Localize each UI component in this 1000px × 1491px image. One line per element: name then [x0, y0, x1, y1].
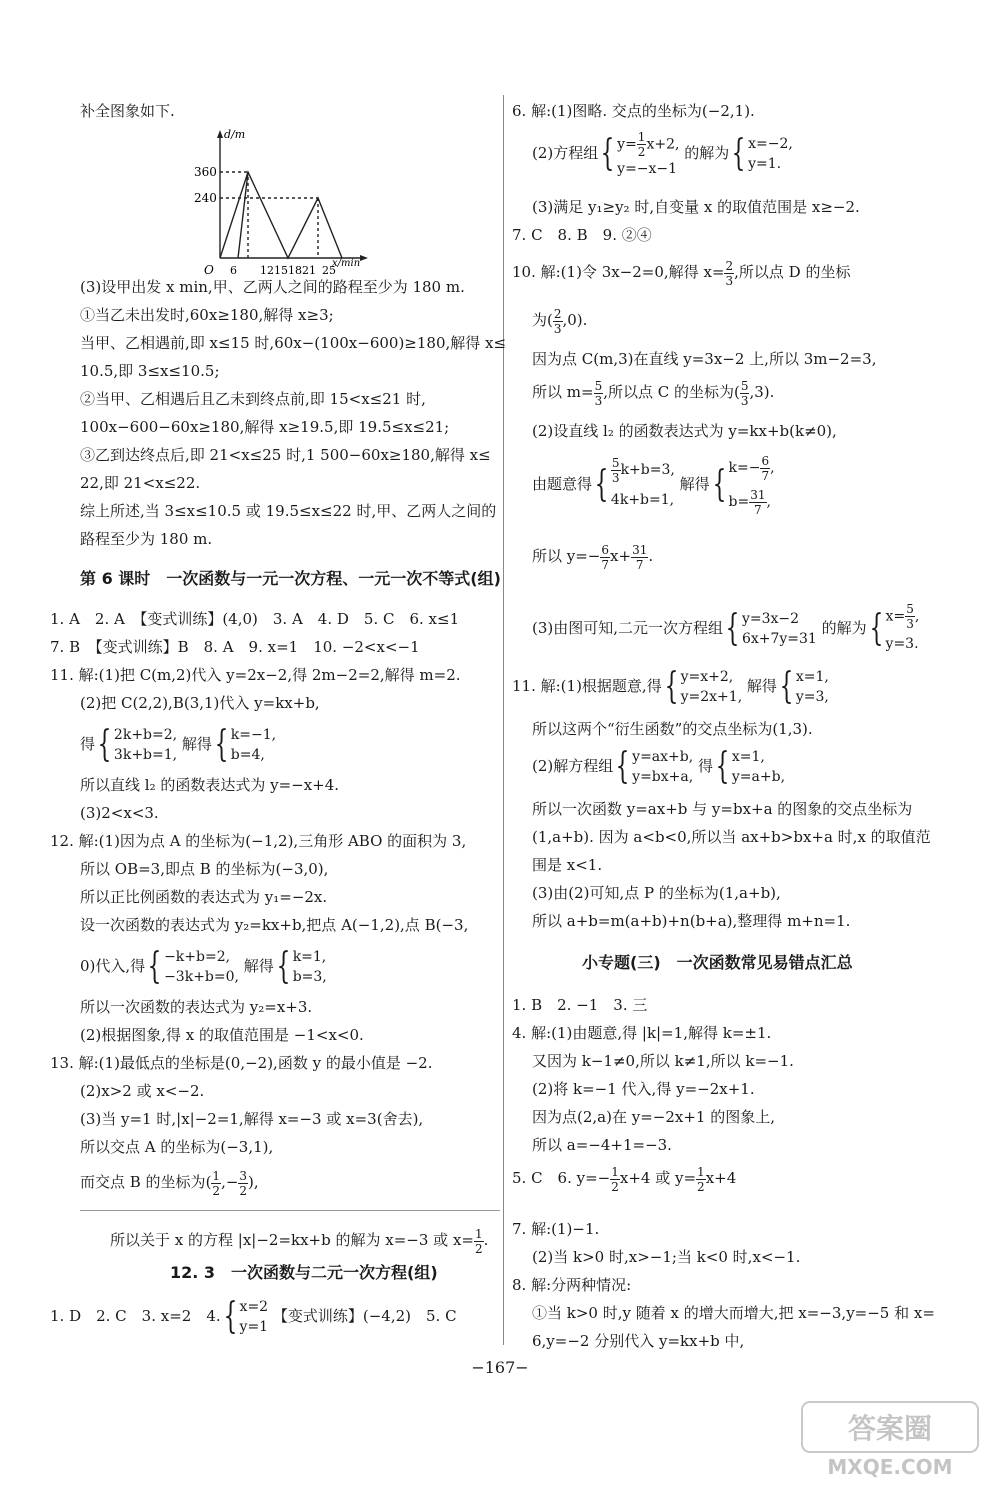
- answer-line: 4. 解:(1)由题意,得 |k|=1,解得 k=±1.: [512, 1024, 772, 1042]
- text-line: (3)设甲出发 x min,甲、乙两人之间的路程至少为 180 m.: [80, 278, 465, 296]
- origin-label: O: [204, 263, 214, 277]
- answer-line: (3)当 y=1 时,|x|−2=1,解得 x=−3 或 x=3(舍去),: [80, 1110, 424, 1128]
- equation-system: (3)由图可知,二元一次方程组{ y=3x−2 6x+7y=31 的解为{ x= $\frac{5}{3}$ , y=3.: [532, 601, 920, 652]
- answer-line: 为( $\frac{2}{3}$ ,0).: [532, 306, 588, 336]
- equation-system: 由题意得{ $\frac{5}{3}$ k+b=3, 4k+b=1, 解得{ k=− $\frac{6}{7}$ , b= $\frac{31}{7}$ ,: [532, 453, 775, 517]
- equation-system: 11. 解:(1)根据题意,得{ y=x+2, y=2x+1, 解得{ x=1, y=3,: [512, 666, 829, 707]
- text-line: ②当甲、乙相遇后且乙未到终点前,即 15<x≤21 时,: [80, 390, 426, 408]
- answer-line: 所以 OB=3,即点 B 的坐标为(−3,0),: [80, 860, 329, 878]
- graph-line: [220, 172, 342, 258]
- answer-line: 所以 y=− $\frac{6}{7}$ x+ $\frac{31}{7}$ .: [532, 542, 654, 572]
- text-line: 补全图象如下.: [80, 102, 175, 120]
- answer-line: 又因为 k−1≠0,所以 k≠1,所以 k=−1.: [532, 1052, 794, 1070]
- answer-line: 所以正比例函数的表达式为 y₁=−2x.: [80, 888, 328, 906]
- y-tick-label: 240: [194, 191, 217, 205]
- text-line: 路程至少为 180 m.: [80, 530, 213, 548]
- answer-line: (2)把 C(2,2),B(3,1)代入 y=kx+b,: [80, 694, 320, 712]
- answer-line: 6. 解:(1)图略. 交点的坐标为(−2,1).: [512, 102, 755, 120]
- answer-line: (2)将 k=−1 代入,得 y=−2x+1.: [532, 1080, 755, 1098]
- text-line: ①当乙未出发时,60x≥180,解得 x≥3;: [80, 306, 334, 324]
- x-arrow-icon: [360, 255, 368, 261]
- graph-line-b: [238, 172, 248, 258]
- answer-line: 7. C 8. B 9. ②④: [512, 226, 652, 244]
- answer-line: (2)当 k>0 时,x>−1;当 k<0 时,x<−1.: [532, 1248, 801, 1266]
- answer-line: 8. 解:分两种情况:: [512, 1276, 632, 1294]
- equation-system: 0)代入,得{ −k+b=2, −3k+b=0, 解得{ k=1, b=3,: [80, 946, 327, 987]
- answer-line: (1,a+b). 因为 a<b<0,所以当 ax+b>bx+a 时,x 的取值范: [532, 828, 931, 846]
- y-arrow-icon: [217, 130, 223, 138]
- answer-line: 1. A 2. A 【变式训练】(4,0) 3. A 4. D 5. C 6. x≤1: [50, 610, 460, 628]
- text-line: 当甲、乙相遇前,即 x≤15 时,60x−(100x−600)≥180,解得 x≤: [80, 334, 507, 352]
- text-line: 10.5,即 3≤x≤10.5;: [80, 362, 220, 380]
- answer-line: (3)满足 y₁≥y₂ 时,自变量 x 的取值范围是 x≥−2.: [532, 198, 860, 216]
- answer-line: 所以 a+b=m(a+b)+n(b+a),整理得 m+n=1.: [532, 912, 851, 930]
- answer-line: 所以交点 A 的坐标为(−3,1),: [80, 1138, 274, 1156]
- answer-line: 12. 解:(1)因为点 A 的坐标为(−1,2),三角形 ABO 的面积为 3,: [50, 832, 467, 850]
- watermark-logo: [800, 1400, 980, 1480]
- answer-line: 因为点(2,a)在 y=−2x+1 的图象上,: [532, 1108, 775, 1126]
- equation-system: (2)方程组{ y= $\frac{1}{2}$ x+2, y=−x−1 的解为{ x=−2, y=1.: [532, 129, 793, 177]
- y-axis-label: d/m: [224, 128, 246, 141]
- answer-line: (2)根据图象,得 x 的取值范围是 −1<x<0.: [80, 1026, 364, 1044]
- page-number: −167−: [471, 1358, 529, 1377]
- answer-line: 而交点 B 的坐标为( $\frac{1}{2}$ ,− $\frac{3}{2}$ ),: [80, 1168, 259, 1198]
- x-tick-label: 25: [322, 264, 336, 277]
- answer-line: 设一次函数的表达式为 y₂=kx+b,把点 A(−1,2),点 B(−3,: [80, 916, 469, 934]
- answer-line: 6,y=−2 分别代入 y=kx+b 中,: [532, 1332, 745, 1350]
- x-tick-label: 6: [230, 264, 237, 277]
- answer-line: (3)由(2)可知,点 P 的坐标为(1,a+b),: [532, 884, 781, 902]
- answer-line: 所以 a=−4+1=−3.: [532, 1136, 672, 1154]
- text-line: 100x−600−60x≥180,解得 x≥19.5,即 19.5≤x≤21;: [80, 418, 450, 436]
- answer-line: ①当 k>0 时,y 随着 x 的增大而增大,把 x=−3,y=−5 和 x=: [532, 1304, 935, 1322]
- text-line: 22,即 21<x≤22.: [80, 474, 201, 492]
- answer-line: 因为点 C(m,3)在直线 y=3x−2 上,所以 3m−2=3,: [532, 350, 877, 368]
- answer-line: 所以 m= $\frac{5}{3}$ ,所以点 C 的坐标为( $\frac{5}{3}$ ,3).: [532, 378, 775, 408]
- answer-line: (2)设直线 l₂ 的函数表达式为 y=kx+b(k≠0),: [532, 422, 837, 440]
- answer-line: 13. 解:(1)最低点的坐标是(0,−2),函数 y 的最小值是 −2.: [50, 1054, 433, 1072]
- equation-system: 得{ 2k+b=2, 3k+b=1, 解得{ k=−1, b=4,: [80, 724, 277, 765]
- answer-line: 所以一次函数 y=ax+b 与 y=bx+a 的图象的交点坐标为: [532, 800, 913, 818]
- answer-line: 7. B 【变式训练】B 8. A 9. x=1 10. −2<x<−1: [50, 638, 420, 656]
- text-line: 综上所述,当 3≤x≤10.5 或 19.5≤x≤22 时,甲、乙两人之间的: [80, 502, 497, 520]
- section-heading: 12. 3 一次函数与二元一次方程(组): [170, 1263, 438, 1282]
- section-heading: 小专题(三) 一次函数常见易错点汇总: [582, 953, 853, 972]
- distance-time-graph: [190, 128, 370, 278]
- answer-line: (3)2<x<3.: [80, 804, 159, 822]
- answer-line: 1. B 2. −1 3. 三: [512, 996, 648, 1014]
- section-heading: 第 6 课时 一次函数与一元一次方程、一元一次不等式(组): [80, 569, 501, 588]
- svg-text:答案圈: 答案圈: [847, 1412, 933, 1445]
- answer-line: 7. 解:(1)−1.: [512, 1220, 600, 1238]
- y-tick-label: 360: [194, 165, 217, 179]
- column-divider: [503, 95, 504, 1345]
- text-line: ③乙到达终点后,即 21<x≤25 时,1 500−60x≥180,解得 x≤: [80, 446, 491, 464]
- answer-line: 5. C 6. y=− $\frac{1}{2}$ x+4 或 y= $\frac{1}{2}$ x+4: [512, 1164, 737, 1194]
- answer-line: (2)x>2 或 x<−2.: [80, 1082, 205, 1100]
- section-rule: [80, 1210, 500, 1211]
- answer-line: 所以这两个“衍生函数”的交点坐标为(1,3).: [532, 720, 813, 738]
- answer-line: 所以关于 x 的方程 |x|−2=kx+b 的解为 x=−3 或 x= $\frac{1}{2}$ .: [110, 1226, 489, 1256]
- x-axis-label: x/min: [332, 258, 361, 269]
- answer-line: 围是 x<1.: [532, 856, 603, 874]
- answer-line: 所以一次函数的表达式为 y₂=x+3.: [80, 998, 313, 1016]
- svg-text:MXQE.COM: MXQE.COM: [827, 1455, 953, 1479]
- answer-line: 1. D 2. C 3. x=2 4.{ x=2 y=1 【变式训练】(−4,2) 5. C: [50, 1296, 457, 1337]
- equation-system: (2)解方程组{ y=ax+b, y=bx+a, 得{ x=1, y=a+b,: [532, 746, 786, 787]
- answer-line: 所以直线 l₂ 的函数表达式为 y=−x+4.: [80, 776, 340, 794]
- answer-line: 11. 解:(1)把 C(m,2)代入 y=2x−2,得 2m−2=2,解得 m=2.: [50, 666, 461, 684]
- answer-line: 10. 解:(1)令 3x−2=0,解得 x= $\frac{2}{3}$ ,所以点 D 的坐标: [512, 258, 851, 288]
- x-tick-label: 12151821: [260, 264, 316, 277]
